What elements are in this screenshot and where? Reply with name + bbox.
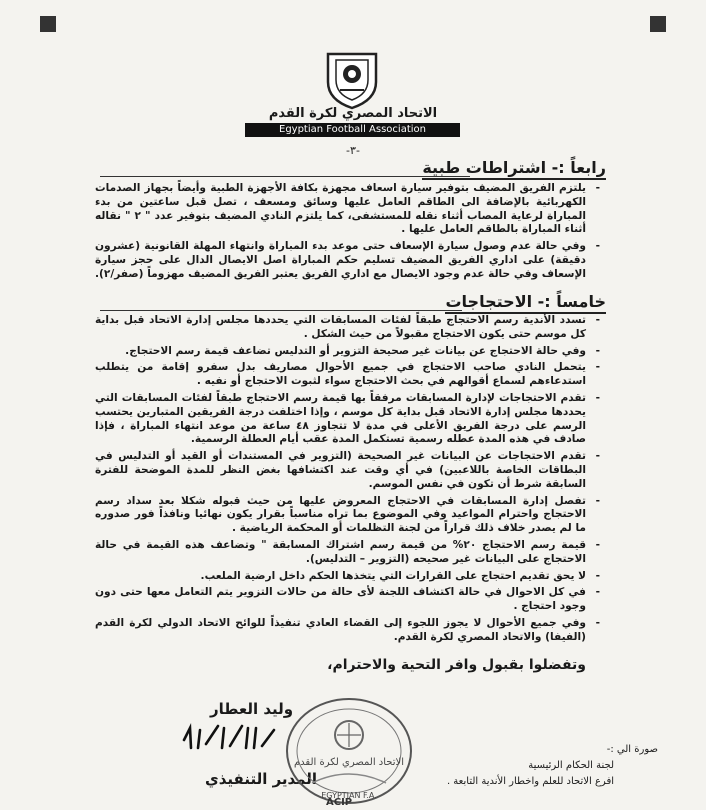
section-divider xyxy=(100,310,462,311)
federation-name-english: Egyptian Football Association xyxy=(245,123,460,137)
section-4-title: رابعاً :- اشتراطات طبية xyxy=(422,158,606,180)
copies-recipient: لجنة الحكام الرئيسية xyxy=(528,760,614,771)
section-5-body xyxy=(95,314,600,648)
stamp-text-english: EGYPTIAN F.A. xyxy=(321,791,377,800)
section-4-body xyxy=(95,182,600,285)
list-item: - تفصل إدارة المسابقات في الاحتجاج المعروض عليها من حيث قبوله شكلا بعد سداد رسم الاحتجاج واحترام المواعيد وفي الموضوع بما تراه مناسباً بقرار يكون نهائيا ونافذاً فور صدوره ما لم يصدر خلاف ذلك قراراً من لجنة التظلمات أو المحكمة الرياضية . xyxy=(95,495,600,536)
square-mark-icon xyxy=(40,16,56,32)
signature-date-handwritten xyxy=(178,718,278,758)
list-item: - وفي جميع الأحوال لا يجوز اللجوء إلى القضاء العادي تنفيذاً للوائح الاتحاد الدولي لكرة القدم (الفيفا) والاتحاد المصري لكرة القدم. xyxy=(95,617,600,645)
section-5-title: خامساً :- الاحتجاجات xyxy=(445,292,606,314)
footer-mark: ACIP xyxy=(326,797,353,808)
signer-name: وليد العطار xyxy=(210,700,294,718)
list-item: - وفي حالة عدم وصول سيارة الإسعاف حتى موعد بدء المباراة وانتهاء المهلة القانونية (عشرون دقيقة) على اداري الفريق المضيف تسليم حكم المباراة اصل الايصال الدال على حجز سيارة الإسعاف وفي حالة عدم وجود الايصال مع اداري الفريق يعتبر الفريق المضيف مهزوماً (صفر/٢). xyxy=(95,240,600,281)
official-stamp xyxy=(282,695,417,807)
closing-greeting: وتفضلوا بقبول وافر التحية والاحترام، xyxy=(327,657,586,673)
stamp-text-arabic: الاتحاد المصري لكرة القدم xyxy=(293,757,405,768)
list-item: - تسدد الأندية رسم الاحتجاج طبقاً لفئات المسابقات التي يحددها مجلس إدارة الاتحاد قبل بداية كل موسم حتى يكون الاحتجاج مقبولاً من حيث الشكل . xyxy=(95,314,600,342)
section-divider xyxy=(100,176,470,177)
list-item: - تقدم الاحتجاجات لإدارة المسابقات مرفقاً بها قيمة رسم الاحتجاج طبقاً لفئات المسابقات التي يحددها مجلس إدارة الاتحاد قبل بداية كل موسم ، وإذا اختلفت درجة الفريقين المتبارين يحتسب الرسم على درجة الفريق الأعلى في مدة لا تتجاوز ٤٨ ساعة من موعد انتهاء المباراة ، فإذا صادف في هذه المدة عطله رسمية تستكمل المدة عقب أيام العطلة الرسمية. xyxy=(95,392,600,447)
list-item: - وفي حالة الاحتجاج عن بيانات غير صحيحة التزوير أو التدليس تضاعف قيمة رسم الاحتجاج. xyxy=(95,345,600,359)
signer-title: المدير التنفيذي xyxy=(205,770,318,788)
square-mark-icon xyxy=(650,16,666,32)
federation-name-arabic: الاتحاد المصري لكرة القدم xyxy=(268,106,438,121)
copies-to xyxy=(434,742,664,790)
page-number: -٣- xyxy=(346,144,360,157)
list-item: - في كل الاحوال في حالة اكتشاف اللجنة لأى حالة من حالات التزوير يتم التعامل معها حتى دون وجود احتجاج . xyxy=(95,586,600,614)
copies-recipient: افرع الاتحاد للعلم واخطار الأندية التابعة . xyxy=(446,776,614,787)
letterhead xyxy=(0,6,706,136)
list-item: - يلتزم الفريق المضيف بتوفير سيارة اسعاف مجهزة بكافة الأجهزة الطبية وأيضاً بجهاز الصدمات الكهربائية بالإضافة الى الطاقم العامل عليها وسائق ومسعف ، تصل قبل ساعتين من بدء المباراة لرعاية المصاب أثناء نقله للمستشفى، كما يلتزم النادي المضيف بتوفير عدد " ٢ " نقاله أثناء المباراة بالطاقم العامل عليها . xyxy=(95,182,600,237)
list-item: - لا يحق تقديم احتجاج على القرارات التي يتخذها الحكم داخل ارضية الملعب. xyxy=(95,570,600,584)
efa-logo-icon xyxy=(322,46,382,110)
copies-label: صورة الي :- xyxy=(606,744,658,755)
list-item: - يتحمل النادي صاحب الاحتجاج في جميع الأحوال مصاريف بدل سفرو إقامة من يتطلب استدعاءهم لسماع أقوالهم في بحث الاحتجاج سواء لثبوت الاحتجاج أو نفيه . xyxy=(95,361,600,389)
list-item: - تقدم الاحتجاجات عن البيانات غير الصحيحة (التزوير في المستندات أو القيد أو التدليس في البطاقات الخاصة باللاعبين) في أي وقت عند اكتشافها بغض النظر للمدة الموضحة للفترة السابقة شرط أن تكون في نفس الموسم. xyxy=(95,450,600,491)
list-item: - قيمة رسم الاحتجاج ٢٠% من قيمة رسم اشتراك المسابقة " وتضاعف هذه القيمة في حالة الاحتجاج على البيانات غير صحيحه (التزوير – التدليس). xyxy=(95,539,600,567)
